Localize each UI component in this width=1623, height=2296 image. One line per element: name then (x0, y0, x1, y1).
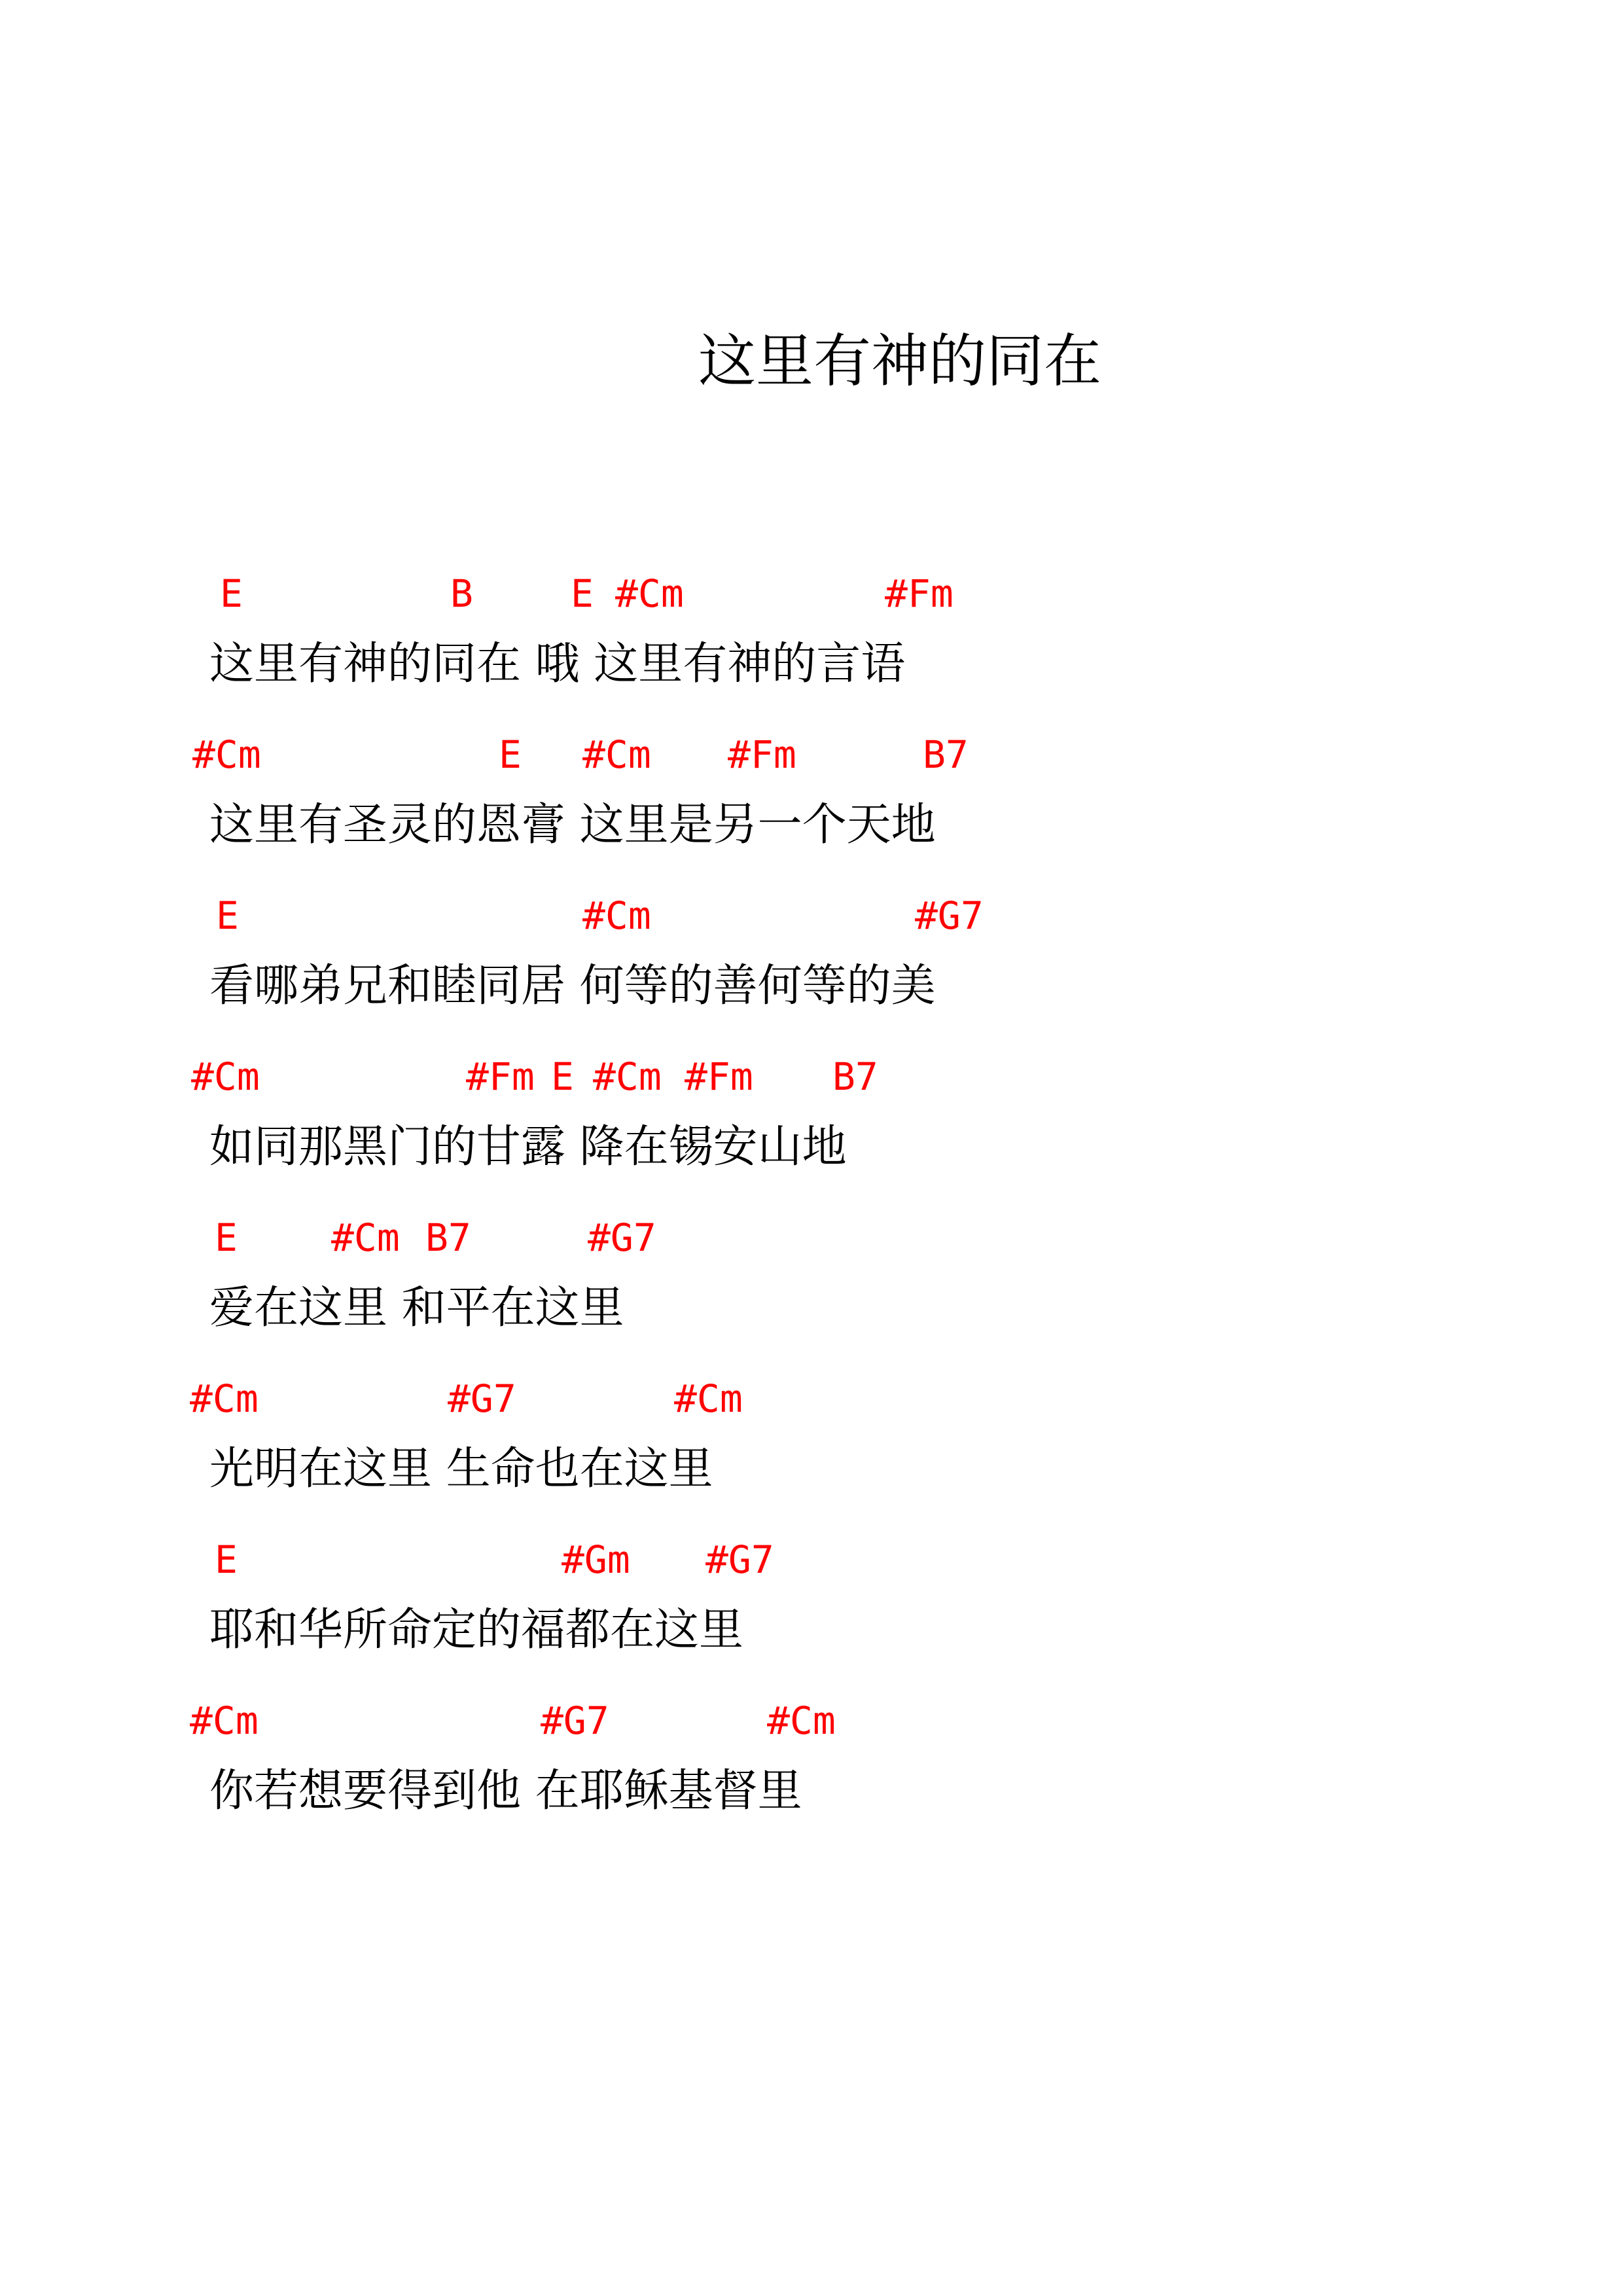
lyric-line: 你若想要得到他 在耶稣基督里 (209, 1765, 802, 1817)
chord: #Cm (192, 732, 261, 777)
chord: B7 (923, 732, 969, 777)
chord: #Fm (466, 1054, 535, 1099)
chord: #Cm (674, 1376, 743, 1421)
lyric-line: 如同那黑门的甘露 降在锡安山地 (209, 1121, 847, 1173)
chord: #G7 (541, 1698, 609, 1743)
chord: #Cm (582, 893, 651, 938)
lyric-line: 这里有圣灵的恩膏 这里是另一个天地 (209, 799, 936, 851)
chord: #G7 (448, 1376, 516, 1421)
chord: #Cm (331, 1215, 400, 1260)
chord: #Cm (190, 1698, 259, 1743)
chord: #G7 (915, 893, 984, 938)
lyric-line: 光明在这里 生命也在这里 (209, 1443, 713, 1495)
chord: #Cm (190, 1376, 259, 1421)
chord: #Cm (767, 1698, 836, 1743)
chord: #Fm (728, 732, 796, 777)
chord: E (571, 571, 594, 616)
chord: B (450, 571, 473, 616)
chord: E (551, 1054, 574, 1099)
lyric-line: 耶和华所命定的福都在这里 (209, 1604, 744, 1656)
chord: #Fm (685, 1054, 753, 1099)
chord: #Fm (885, 571, 954, 616)
lyric-line: 看哪弟兄和睦同居 何等的善何等的美 (209, 960, 936, 1012)
chord: B7 (832, 1054, 878, 1099)
chord: B7 (425, 1215, 471, 1260)
chord: E (215, 1537, 238, 1582)
chord: #G7 (588, 1215, 656, 1260)
chord: #Cm (615, 571, 684, 616)
song-title: 这里有神的同在 (698, 327, 1101, 395)
chord: #Cm (582, 732, 651, 777)
chord: E (220, 571, 243, 616)
chord: #Cm (191, 1054, 260, 1099)
chord: E (216, 893, 239, 938)
chord: #Cm (593, 1054, 662, 1099)
lyric-line: 爱在这里 和平在这里 (209, 1282, 624, 1334)
lyric-line: 这里有神的同在 哦 这里有神的言语 (209, 638, 906, 690)
chord: #Gm (562, 1537, 630, 1582)
chord: E (215, 1215, 238, 1260)
chord: #G7 (705, 1537, 774, 1582)
chord: E (499, 732, 522, 777)
